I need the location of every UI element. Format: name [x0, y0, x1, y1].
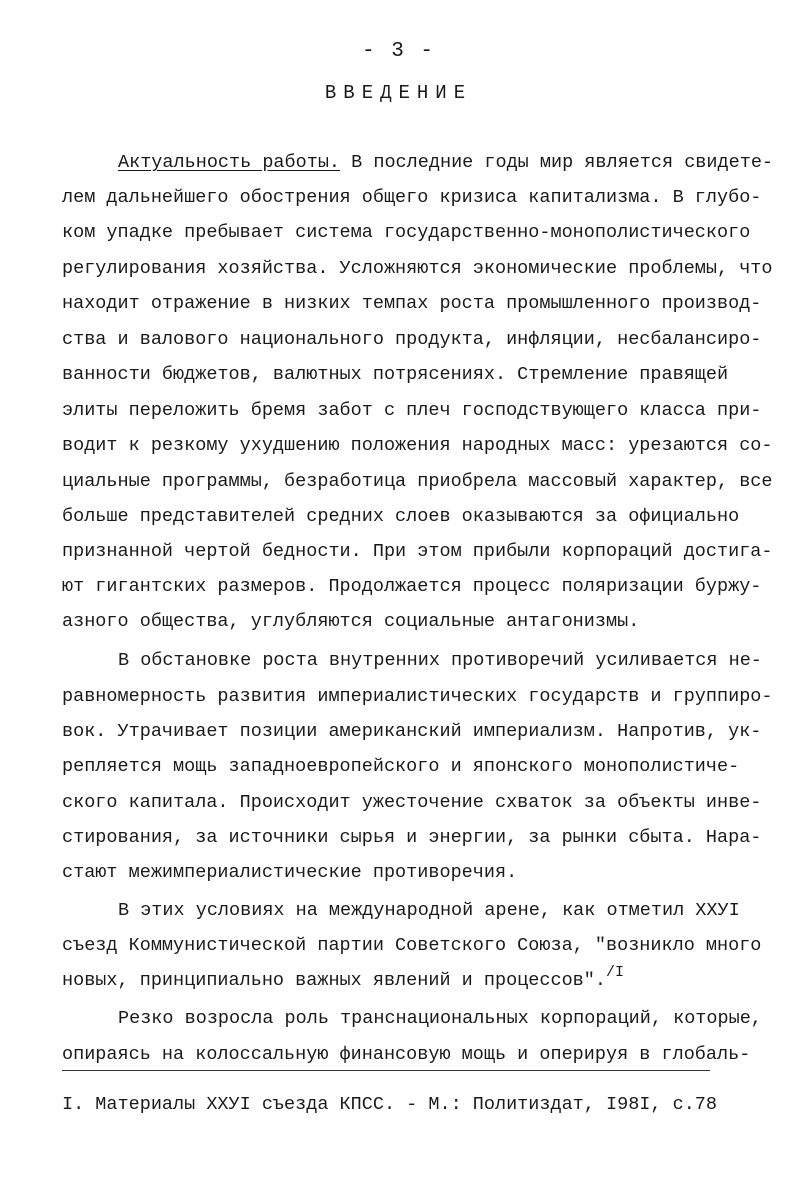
text-line: вок. Утрачивает позиции американский империализм. Напротив, ук-	[62, 721, 762, 742]
text-line: ванности бюджетов, валютных потрясениях. Стремление правящей	[62, 364, 729, 385]
text-line	[62, 964, 625, 991]
text-line: ского капитала. Происходит ужесточение схваток за объекты инве-	[62, 792, 762, 813]
page-number: - 3 -	[361, 40, 435, 63]
text-line: находит отражение в низких темпах роста промышленного производ-	[62, 293, 762, 314]
text-line: ком упадке пребывает система государственно-монополистического	[62, 222, 751, 243]
text-line: В этих условиях на международной арене, как отметил XXУI	[118, 900, 740, 921]
text-line: ют гигантских размеров. Продолжается процесс поляризации буржу-	[62, 576, 762, 597]
text-line: В обстановке роста внутренних противоречий усиливается не-	[118, 650, 762, 671]
text-line: азного общества, углубляются социальные антагонизмы.	[62, 611, 640, 632]
text-line	[118, 154, 773, 173]
text-line: стирования, за источники сырья и энергии, за рынки сбыта. Нара-	[62, 827, 762, 848]
text-line: больше представителей средних слоев оказываются за официально	[62, 506, 740, 527]
text-line: стают межимпериалистические противоречия.	[62, 862, 518, 883]
text-line: равномерность развития империалистических государств и группиро-	[62, 686, 773, 707]
text-line: элиты переложить бремя забот с плеч господствующего класса при-	[62, 400, 762, 421]
text-span: В последние годы мир является свидете-	[340, 152, 774, 173]
text-line: Резко возросла роль транснациональных корпораций, которые,	[118, 1008, 762, 1029]
text-line: регулирования хозяйства. Усложняются экономические проблемы, что	[62, 258, 773, 279]
text-line: ства и валового национального продукта, инфляции, несбалансиро-	[62, 329, 762, 350]
text-line: съезд Коммунистической партии Советского Союза, "возникло много	[62, 935, 762, 956]
text-span: новых, принципиально важных явлений и процессов".	[62, 970, 606, 991]
text-line: признанной чертой бедности. При этом прибыли корпораций достига-	[62, 541, 773, 562]
text-line: репляется мощь западноевропейского и японского монополистиче-	[62, 756, 740, 777]
footnote-divider	[62, 1070, 710, 1071]
footnote-ref: /I	[606, 964, 625, 981]
text-line: лем дальнейшего обострения общего кризиса капитализма. В глубо-	[62, 187, 762, 208]
text-line: водит к резкому ухудшению положения народных масс: урезаются со-	[62, 435, 773, 456]
text-line: опираясь на колоссальную финансовую мощь и оперируя в глобаль-	[62, 1044, 751, 1065]
relevance-label: Актуальность работы.	[118, 152, 341, 173]
footnote: I. Материалы XXУI съезда КПСС. - М.: Политиздат, I98I, с.78	[62, 1094, 718, 1115]
section-heading: ВВЕДЕНИЕ	[324, 82, 473, 104]
text-line: циальные программы, безработица приобрела массовый характер, все	[62, 471, 773, 492]
